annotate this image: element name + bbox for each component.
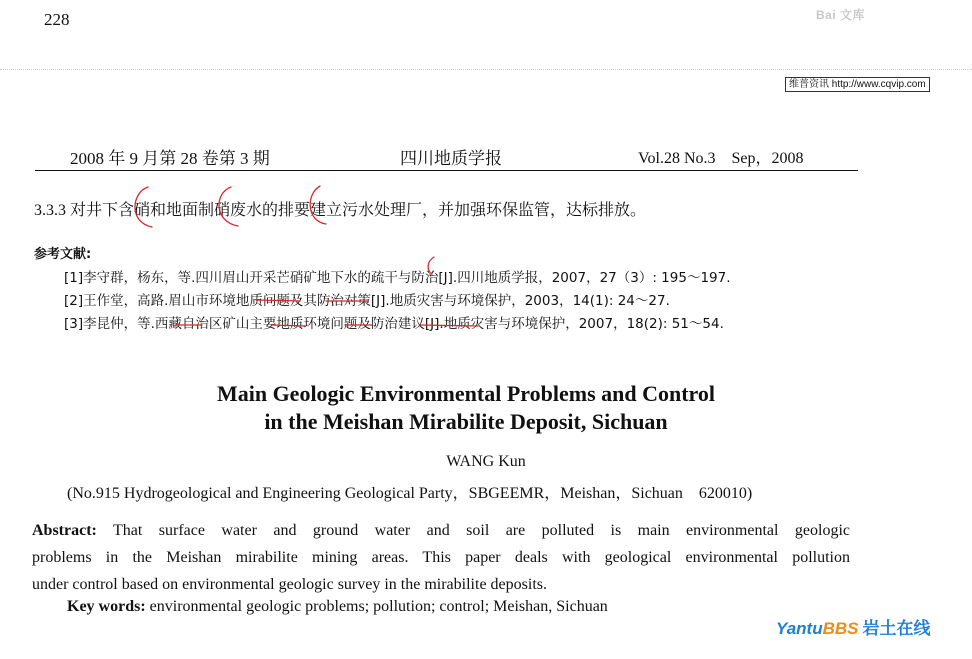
annotation-paren [428,257,434,274]
journal-issue: 2008 年 9 月第 28 卷第 3 期 [70,149,270,168]
annotation-paren [310,186,326,224]
annotation-paren [135,187,152,227]
reference-item: [2]王作堂，高路.眉山市环境地质问题及其防治对策[J].地质灾害与环境保护，2003，14(1): 24～27. [64,293,670,309]
cqvip-stamp: 维普资讯 http://www.cqvip.com [785,77,930,92]
keywords-text: environmental geologic problems; pollution; control; Meishan, Sichuan [145,598,608,615]
references-heading: 参考文献: [34,247,92,262]
english-title-line-1: Main Geologic Environmental Problems and Control [216,381,716,406]
journal-volume: Vol.28 No.3 Sep，2008 [638,150,804,167]
abstract-label: Abstract: [32,522,97,539]
author-affiliation: (No.915 Hydrogeological and Engineering Geological Party，SBGEEMR，Meishan，Sichuan 620010) [67,485,753,502]
baidu-wenku-watermark: Bai 文库 [816,8,866,22]
annotation-underline [420,325,478,326]
watermark-bbs: BBS [822,619,859,638]
keywords-label: Key words: [67,598,146,615]
abstract-text: That surface water and ground water and soil are polluted is main environmental geologic [96,522,850,539]
annotation-underline [256,300,300,301]
author-name: WANG Kun [446,453,526,470]
abstract-line: problems in the Meishan mirabilite mining areas. This paper deals with geological environmental pollution [32,549,850,566]
watermark-yantu: Yantu [776,619,823,638]
reference-item: [3]李昆仲，等.西藏自治区矿山主要地质环境问题及防治建议[J].地质灾害与环境保护，2007，18(2): 51～54. [64,316,724,332]
english-title-line-2: in the Meishan Mirabilite Deposit, Sichuan [264,409,668,434]
page-number: 228 [44,10,70,29]
annotation-underline [272,325,305,326]
section-3-3-3-text: 3.3.3 对井下含硝和地面制硝废水的排要建立污水处理厂，并加强环保监管，达标排放。 [34,202,647,219]
abstract-line: under control based on environmental geologic survey in the mirabilite deposits. [32,576,547,593]
watermark-cn: 岩土在线 [862,619,931,638]
reference-item: [1]李守群，杨东，等.四川眉山开采芒硝矿地下水的疏干与防治[J].四川地质学报，2007，27（3）: 195～197. [64,270,731,286]
annotation-paren [219,187,238,226]
journal-name: 四川地质学报 [400,149,502,168]
